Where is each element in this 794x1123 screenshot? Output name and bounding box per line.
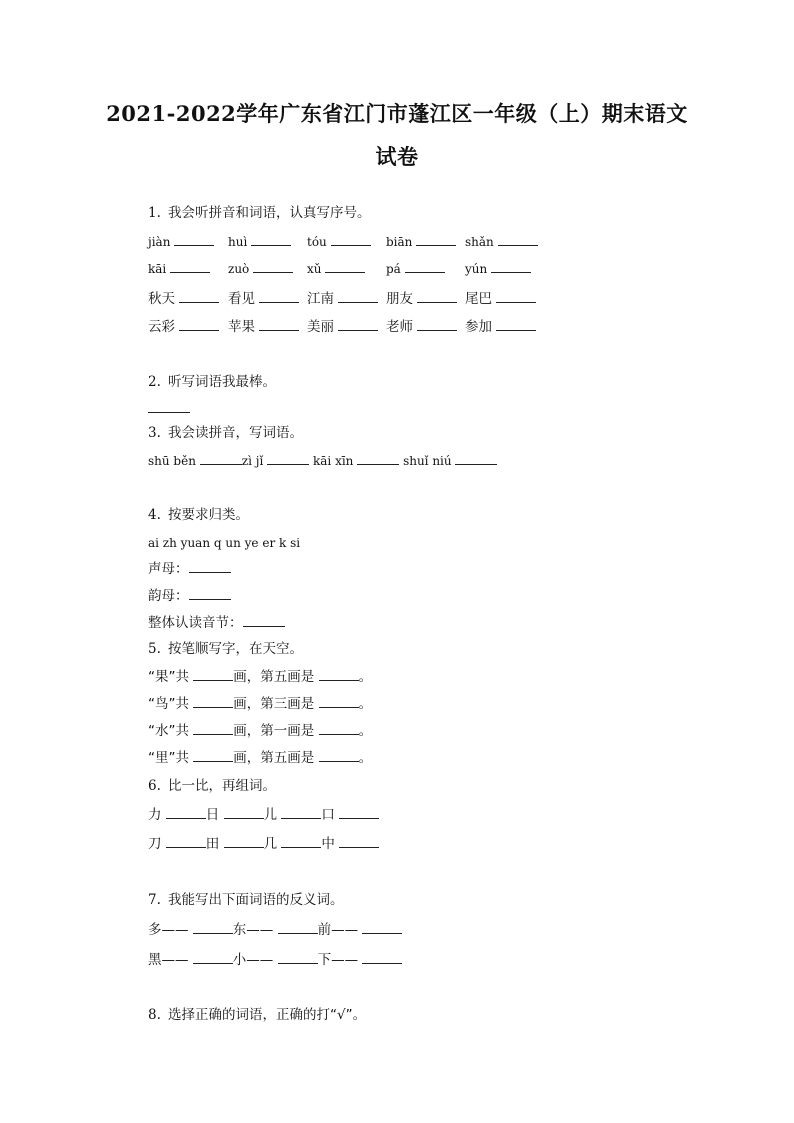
word-item: 老师 [386, 319, 413, 335]
stroke-prompt: 画，第五画是 [233, 750, 315, 766]
antonym-prompt: 小—— [232, 952, 274, 968]
category-label: 韵母： [148, 588, 189, 604]
answer-blank[interactable] [362, 921, 402, 934]
pinyin-item: shǎn [465, 235, 494, 249]
q6-row-2 [148, 835, 379, 853]
question-text: 听写词语我最棒。 [168, 374, 276, 390]
answer-blank[interactable] [179, 318, 219, 331]
word-item: 尾巴 [465, 291, 492, 307]
answer-blank[interactable] [189, 587, 231, 600]
answer-blank[interactable] [339, 806, 379, 819]
answer-blank[interactable] [339, 835, 379, 848]
answer-blank[interactable] [417, 290, 457, 303]
question-number: 4. [148, 507, 161, 523]
answer-blank[interactable] [281, 835, 321, 848]
q4-letters: ai zh yuan q un ye er k si [148, 536, 301, 550]
question-5 [148, 640, 303, 658]
question-text: 按笔顺写字，在天空。 [168, 641, 303, 657]
answer-blank[interactable] [193, 921, 233, 934]
answer-blank[interactable] [193, 668, 233, 681]
pinyin-item: zuò [228, 262, 250, 276]
exam-title-line2: 试卷 [375, 144, 419, 169]
answer-blank[interactable] [267, 452, 309, 465]
question-text: 我会听拼音和词语，认真写序号。 [168, 205, 371, 221]
q3-pinyin-row [148, 452, 497, 470]
stroke-prompt: 画，第五画是 [233, 669, 315, 685]
answer-blank[interactable] [331, 233, 371, 246]
answer-blank[interactable] [193, 695, 233, 708]
answer-blank[interactable] [455, 452, 497, 465]
q5-row [148, 722, 372, 740]
question-4 [148, 506, 249, 524]
q7-row-2 [148, 951, 402, 969]
answer-blank[interactable] [174, 233, 214, 246]
answer-blank[interactable] [362, 951, 402, 964]
answer-blank[interactable] [319, 749, 359, 762]
answer-blank[interactable] [193, 951, 233, 964]
character: 力 [148, 807, 162, 823]
category-label: 声母： [148, 561, 189, 577]
question-3 [148, 424, 303, 442]
character: 口 [321, 807, 335, 823]
pinyin-item: shuǐ niú [403, 454, 452, 468]
stroke-prompt: 画，第三画是 [233, 696, 315, 712]
answer-blank[interactable] [243, 614, 285, 627]
character: 刀 [148, 836, 162, 852]
question-text: 按要求归类。 [168, 507, 249, 523]
question-text: 我能写出下面词语的反义词。 [168, 892, 344, 908]
answer-blank[interactable] [251, 233, 291, 246]
question-6 [148, 777, 276, 795]
word-item: 江南 [307, 291, 334, 307]
word-item: 秋天 [148, 291, 175, 307]
answer-blank[interactable] [319, 722, 359, 735]
question-number: 7. [148, 892, 161, 908]
answer-blank[interactable] [496, 318, 536, 331]
answer-blank[interactable] [148, 400, 190, 413]
answer-blank[interactable] [166, 806, 206, 819]
answer-blank[interactable] [319, 668, 359, 681]
character: 中 [321, 836, 335, 852]
pinyin-item: pá [386, 262, 401, 276]
pinyin-item: kāi [148, 262, 167, 276]
question-number: 2. [148, 374, 161, 390]
antonym-prompt: 黑—— [148, 952, 189, 968]
answer-blank[interactable] [259, 318, 299, 331]
word-item: 苹果 [228, 319, 255, 335]
answer-blank[interactable] [416, 233, 456, 246]
character: 田 [205, 836, 220, 852]
pinyin-item: huì [228, 235, 248, 249]
q4-whole-syllable-row [148, 614, 285, 632]
q6-row-1 [148, 806, 379, 824]
answer-blank[interactable] [224, 835, 264, 848]
answer-blank[interactable] [278, 921, 318, 934]
word-item: 朋友 [386, 291, 413, 307]
question-number: 3. [148, 425, 161, 441]
answer-blank[interactable] [193, 722, 233, 735]
pinyin-item: tóu [307, 235, 327, 249]
word-item: 美丽 [307, 319, 334, 335]
question-text: 我会读拼音，写词语。 [168, 425, 303, 441]
q4-initials-row [148, 560, 231, 578]
stroke-prompt: “水”共 [148, 723, 189, 739]
punctuation: 。 [358, 669, 373, 685]
answer-blank[interactable] [417, 318, 457, 331]
stroke-prompt: “鸟”共 [148, 696, 189, 712]
answer-blank[interactable] [325, 260, 365, 273]
q2-answer-line [148, 400, 190, 418]
q5-row [148, 695, 372, 713]
q5-row [148, 749, 372, 767]
antonym-prompt: 东—— [232, 922, 274, 938]
answer-blank[interactable] [253, 260, 293, 273]
q7-row-1 [148, 921, 402, 939]
pinyin-item: xǔ [307, 262, 322, 276]
pinyin-item: zì jǐ [241, 454, 264, 468]
answer-blank[interactable] [259, 290, 299, 303]
answer-blank[interactable] [496, 290, 536, 303]
answer-blank[interactable] [281, 806, 321, 819]
pinyin-item: yún [465, 262, 488, 276]
question-number: 1. [148, 205, 161, 221]
answer-blank[interactable] [193, 749, 233, 762]
word-item: 参加 [465, 319, 492, 335]
pinyin-item: kāi xīn [312, 454, 354, 468]
answer-blank[interactable] [338, 290, 378, 303]
answer-blank[interactable] [200, 452, 242, 465]
character: 儿 [263, 807, 278, 823]
answer-blank[interactable] [357, 452, 399, 465]
antonym-prompt: 前—— [317, 922, 359, 938]
word-item: 云彩 [148, 319, 175, 335]
stroke-prompt: 画，第一画是 [233, 723, 315, 739]
punctuation: 。 [358, 750, 373, 766]
q5-row [148, 668, 372, 686]
antonym-prompt: 多—— [148, 922, 189, 938]
punctuation: 。 [358, 696, 373, 712]
question-7 [148, 891, 344, 909]
answer-blank[interactable] [491, 260, 531, 273]
word-item: 看见 [228, 291, 255, 307]
answer-blank[interactable] [189, 560, 231, 573]
stroke-prompt: “里”共 [148, 750, 189, 766]
category-label: 整体认读音节： [148, 615, 243, 631]
answer-blank[interactable] [338, 318, 378, 331]
question-2 [148, 373, 276, 391]
question-1 [148, 204, 371, 222]
question-number: 5. [148, 641, 161, 657]
pinyin-item: jiàn [148, 235, 171, 249]
answer-blank[interactable] [166, 835, 206, 848]
pinyin-item: biān [386, 235, 413, 249]
pinyin-item: shū běn [148, 454, 196, 468]
question-8 [148, 1006, 366, 1024]
character: 日 [205, 807, 220, 823]
q4-finals-row [148, 587, 231, 605]
antonym-prompt: 下—— [317, 952, 359, 968]
exam-title-line1: 2021-2022学年广东省江门市蓬江区一年级（上）期末语文 [106, 101, 688, 126]
character: 几 [263, 836, 278, 852]
answer-blank[interactable] [405, 260, 445, 273]
question-number: 6. [148, 778, 161, 794]
answer-blank[interactable] [498, 233, 538, 246]
question-text: 选择正确的词语，正确的打“√”。 [168, 1007, 367, 1023]
answer-blank[interactable] [319, 695, 359, 708]
question-text: 比一比，再组词。 [168, 778, 276, 794]
answer-blank[interactable] [179, 290, 219, 303]
answer-blank[interactable] [170, 260, 210, 273]
question-number: 8. [148, 1007, 161, 1023]
stroke-prompt: “果”共 [148, 669, 189, 685]
punctuation: 。 [358, 723, 373, 739]
answer-blank[interactable] [224, 806, 264, 819]
answer-blank[interactable] [278, 951, 318, 964]
